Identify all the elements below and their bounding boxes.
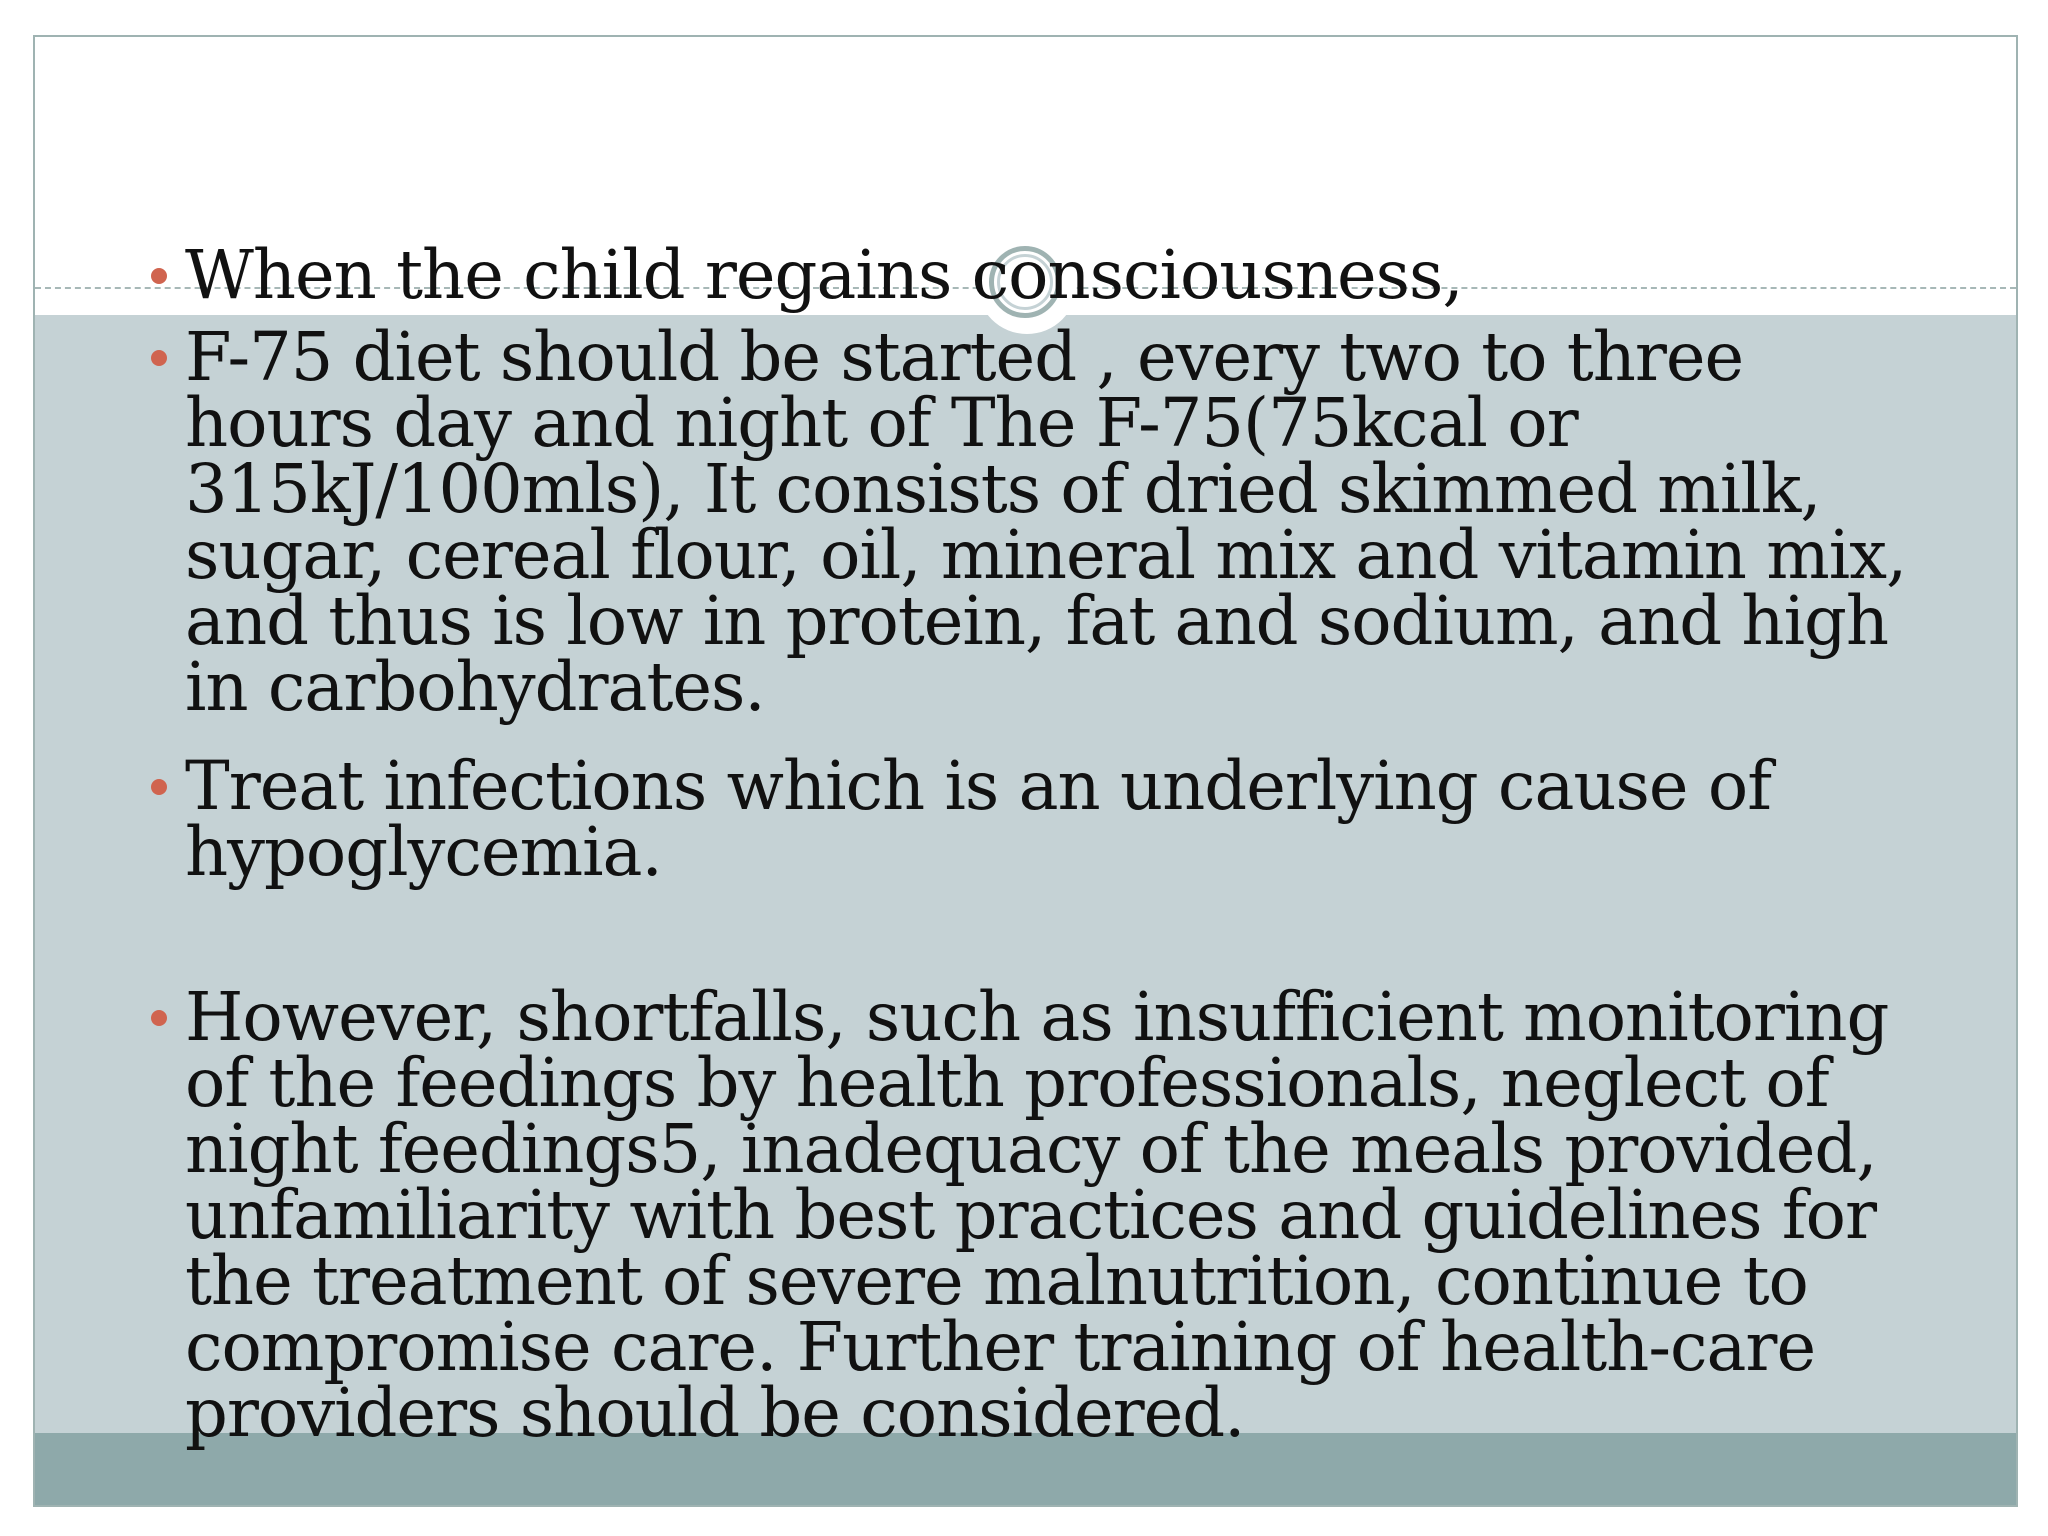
bullet-dot-icon — [151, 1010, 167, 1026]
bullet-text: Treat infections which is an underlying cause of hypoglycemia. — [185, 747, 1772, 891]
bullet-text: F-75 diet should be started , every two to three hours day and night of The F-75(75kcal or 315kJ/100mls), It consists of dried skimmed milk, sugar, cereal flour, oil, mineral mix and vitamin mix, and thus is low in protein, fat and sodium, and high in carbohydrates. — [185, 318, 1907, 726]
bullet-dot-icon — [151, 350, 167, 366]
bullet-item — [185, 318, 1945, 726]
bullet-dot-icon — [151, 779, 167, 795]
bullet-item — [185, 236, 1945, 314]
bullet-text: When the child regains consciousness, — [185, 236, 1463, 314]
bullet-item — [185, 978, 1945, 1452]
bullet-text: However, shortfalls, such as insufficient monitoring of the feedings by health professionals, neglect of night feedings5, inadequacy of the meals provided, unfamiliarity with best practices and guidelines for the treatment of severe malnutrition, continue to compromise care. Further training of health-care providers should be considered. — [185, 978, 1889, 1452]
bullet-dot-icon — [151, 268, 167, 284]
slide-content — [35, 37, 2016, 1505]
bullet-item — [185, 747, 1945, 891]
slide — [33, 35, 2018, 1507]
